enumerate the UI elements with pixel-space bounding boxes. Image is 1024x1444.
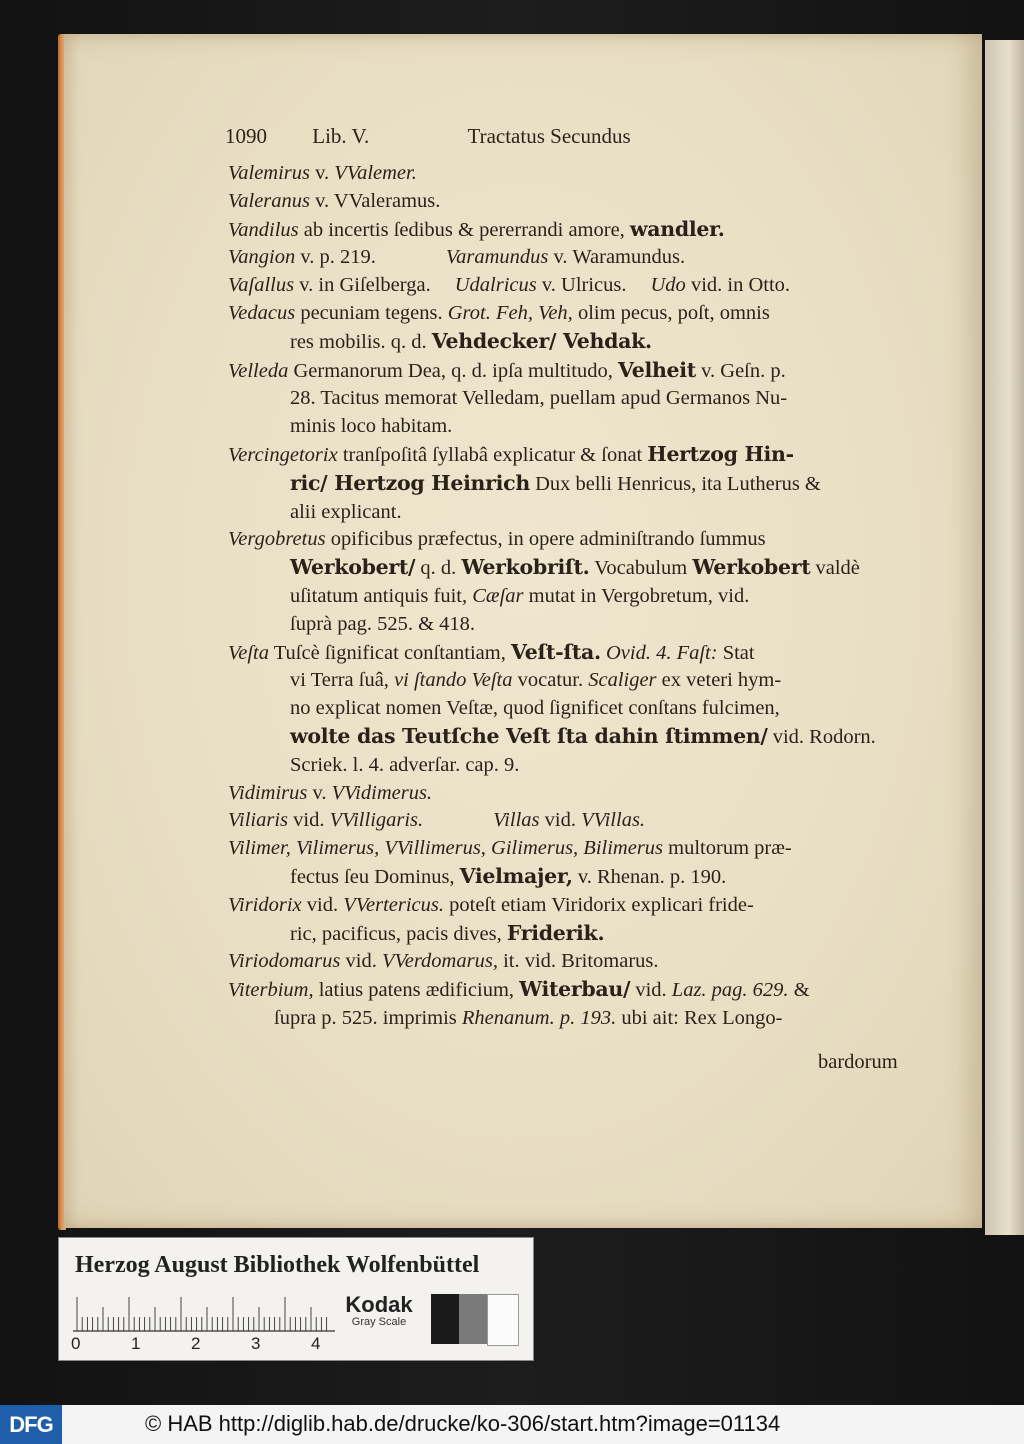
entry-lemma: VVillas. [581,809,646,832]
entry-text: ſupra p. 525. imprimis [274,1006,462,1029]
entry-text: Ovid. 4. Faſt: [605,641,718,664]
entry-text: no explicat nomen Veſtæ, quod ſignificet conſtans fulcimen, [290,697,780,720]
entry-text: & [788,979,810,1002]
text-line [228,583,940,611]
text-line [228,328,940,357]
entry-text: latius patens ædificium, [313,979,520,1002]
text-line [228,1005,940,1033]
text-line [228,244,940,272]
german-term: Hertzog Hin- [647,441,794,466]
text-line [228,695,940,723]
facing-page-edge [985,40,1024,1235]
entry-text: Germanorum Dea, q. d. ipſa multitudo, [288,359,618,382]
gray-swatch-black [431,1294,459,1344]
entry-lemma: VVerdomarus, [381,950,498,973]
text-line [228,892,940,920]
german-term: wolte das Teutſche Veſt ſta dahin ſtimmen/ [290,723,768,748]
entry-lemma: Udo [650,274,686,297]
entry-text: vid. in Otto. [685,274,791,297]
entry-text: Stat [717,641,755,664]
german-term: Velheit [618,357,696,382]
entry-lemma: VVilligaris. [329,809,424,832]
gray-swatch-white [487,1294,519,1346]
kodak-subtitle: Gray Scale [351,1316,407,1328]
page-number: 1090 [225,124,267,148]
text-line [228,413,940,441]
entry-text: ſuprà pag. 525. & 418. [290,612,476,635]
entry-lemma: Viliaris [228,809,288,832]
text-line [228,357,940,386]
entry-text: Rhenanum. p. 193. [461,1006,617,1029]
page-text [228,160,940,1033]
text-line [228,300,940,328]
kodak-brand: Kodak [345,1292,413,1317]
entry-text: 28. Tacitus memorat Velledam, puellam apud Germanos Nu- [290,387,788,410]
text-line [228,526,940,554]
text-line [228,723,940,752]
entry-text: ubi ait: Rex Longo- [616,1006,783,1029]
entry-text: Cæſar [472,584,524,607]
text-line [228,639,940,668]
entry-lemma: Vidimirus [228,781,308,804]
entry-lemma: VVidimerus. [331,781,433,804]
german-term: Werkobert/ [290,555,416,580]
entry-text: Vocabulum [589,557,693,580]
entry-text: vid. [630,979,672,1002]
text-line [228,216,940,245]
entry-lemma: VVertericus. [343,893,445,916]
entry-text: vid. [301,893,344,916]
entry-text: poteſt etiam Viridorix explicari fride- [444,893,754,916]
entry-text: it. vid. Britomarus. [497,950,659,973]
entry-text: minis loco habitam. [290,415,453,438]
ruler-number: 4 [311,1334,321,1353]
ruler-number: 1 [131,1334,141,1353]
library-name: Herzog August Bibliothek Wolfenbüttel [75,1252,480,1278]
entry-lemma: Vergobretus [228,528,326,551]
entry-text: multorum præ- [663,837,792,860]
entry-text: v. [307,781,332,804]
gray-swatch-mid [459,1294,487,1344]
entry-text: tranſpoſitâ ſyllabâ explicatur & ſonat [337,443,648,466]
library-label [58,1237,534,1361]
entry-lemma: Vercingetorix [228,443,338,466]
entry-text: Tuſcè ſignificat conſtantiam, [269,641,511,664]
entry-lemma: Vilimer, Vilimerus, VVillimerus, Gilimerus, Bilimerus [228,837,664,860]
entry-text: olim pecus, poſt, omnis [572,301,770,324]
text-line [228,807,940,835]
entry-text: ex veteri hym- [656,669,782,692]
entry-text: mutat in Vergobretum, vid. [523,584,750,607]
ruler-number: 0 [71,1334,81,1353]
catchword: bardorum [818,1051,898,1073]
entry-lemma: Vangion [228,246,296,269]
entry-lemma: Vaſallus [228,274,295,297]
text-line [228,188,940,216]
text-line [228,470,940,499]
ruler-number: 2 [191,1334,201,1353]
entry-text: fectus ſeu Dominus, [290,865,460,888]
text-line [228,667,940,695]
entry-text: opificibus præfectus, in opere adminiſtrando ſummus [325,528,766,551]
entry-lemma: Varamundus [445,246,549,269]
german-term: Vehdecker/ Vehdak. [431,328,652,353]
book-number: Lib. V. [312,124,370,148]
entry-text: vid. [539,809,582,832]
text-line [228,611,940,639]
german-term: Witerbau/ [519,977,631,1002]
entry-text: pecuniam tegens. [295,301,448,324]
ruler-numbers [71,1334,341,1356]
text-line [228,863,940,892]
entry-text: valdè [810,557,860,580]
text-line [228,160,940,188]
german-term: Werkobert [692,555,811,580]
text-line [228,835,940,863]
dfg-logo: DFG [0,1405,62,1444]
entry-lemma: Valeranus [228,189,310,212]
entry-lemma: Velleda [228,359,289,382]
entry-text: vi Terra ſuâ, [290,669,395,692]
german-term: ric/ Hertzog Heinrich [290,470,530,495]
german-term: Werkobriſt. [461,555,590,580]
entry-lemma: Villas [493,809,540,832]
entry-text: v. [310,162,335,184]
entry-lemma: Viterbium, [228,979,314,1002]
entry-lemma: Vedacus [228,301,296,324]
entry-text: q. d. [415,557,462,580]
ruler-number: 3 [251,1334,261,1353]
entry-text: Dux belli Henricus, ita Lutherus & [529,472,821,495]
german-term: Friderik. [506,920,605,945]
entry-text: v. Ulricus. [536,274,627,297]
entry-text: vid. [288,809,330,832]
kodak-gray-scale [339,1292,419,1328]
text-line [228,385,940,413]
entry-text: alii explicant. [290,500,402,523]
entry-text: v. p. 219. [295,246,376,269]
entry-text: Scaliger [588,669,657,692]
entry-lemma: VValemer. [334,162,417,184]
entry-text: v. Geſn. p. [695,359,786,382]
entry-text: v. Rhenan. p. 190. [572,865,727,888]
entry-text: Laz. pag. 629. [671,979,789,1002]
running-head [225,124,631,149]
entry-text: vid. Rodorn. [767,725,876,748]
entry-lemma: Viridorix [228,893,302,916]
entry-text: ric, pacificus, pacis dives, [290,922,507,945]
entry-text: vocatur. [512,669,589,692]
entry-text: Scriek. l. 4. adverſar. cap. 9. [290,753,520,776]
text-line [228,752,940,780]
text-line [228,272,940,300]
german-term: Vielmajer, [459,863,573,888]
entry-text: uſitatum antiquis fuit, [290,584,473,607]
credit-link[interactable]: © HAB http://diglib.hab.de/drucke/ko-306/start.htm?image=01134 [145,1411,781,1436]
text-line [228,441,940,470]
scale-ruler [73,1296,335,1332]
german-term: wandler. [629,216,725,241]
text-line [228,920,940,949]
entry-text: Grot. Feh, Veh, [447,301,573,324]
entry-text: res mobilis. q. d. [290,330,432,353]
text-line [228,948,940,976]
footer-bar [0,1405,1024,1444]
entry-text: v. in Giſelberga. [294,274,431,297]
entry-text: v. Waramundus. [548,246,686,269]
entry-text: vid. [340,950,382,973]
entry-lemma: Vandilus [228,218,299,241]
entry-lemma: Veſta [228,641,269,664]
text-line [228,976,940,1005]
text-line [228,554,940,583]
german-term: Veſt-ſta. [510,639,601,664]
entry-lemma: Viriodomarus [228,950,341,973]
entry-text: vi ſtando Veſta [394,669,513,692]
text-line [228,499,940,527]
text-line [228,780,940,808]
entry-text: ab incertis ſedibus & pererrandi amore, [298,218,630,241]
section-title: Tractatus Secundus [467,124,631,148]
entry-lemma: Valemirus [228,162,310,184]
entry-text: v. VValeramus. [310,189,441,212]
entry-lemma: Udalricus [454,274,537,297]
